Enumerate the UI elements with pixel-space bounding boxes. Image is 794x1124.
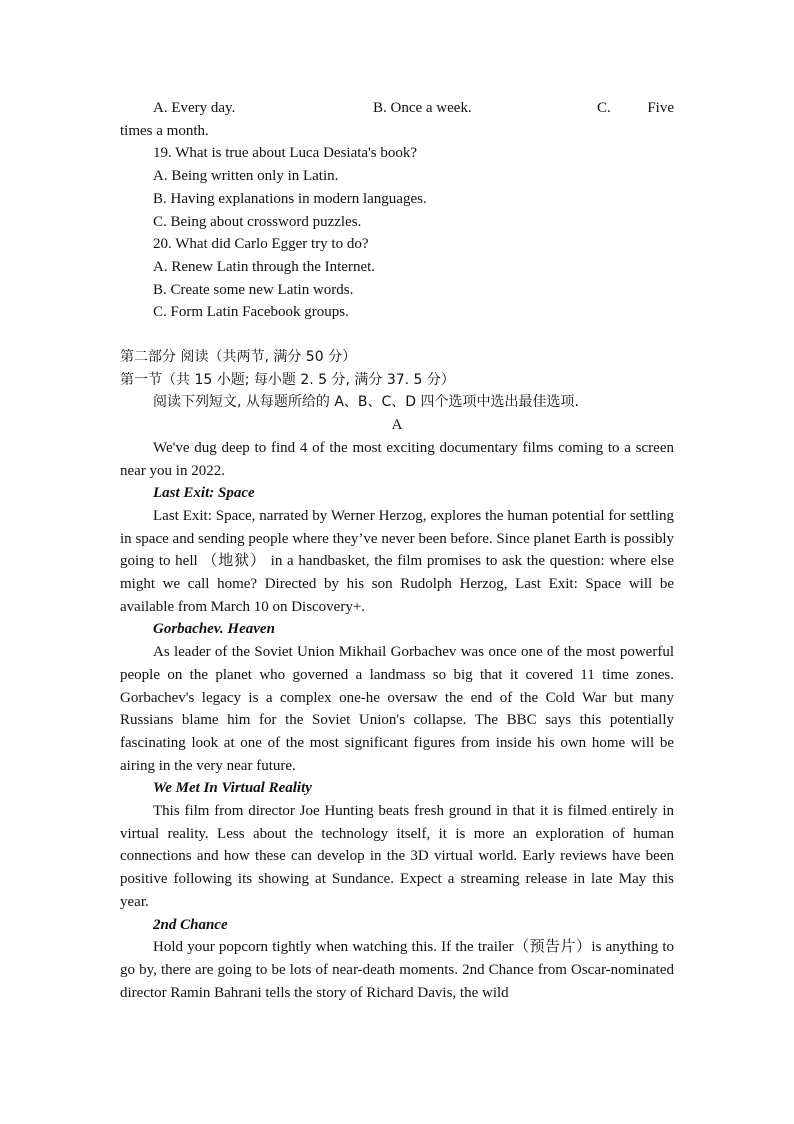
q18-option-b: B. Once a week.	[373, 100, 472, 116]
q18-options-row	[120, 97, 674, 120]
film-title-we-met-in-vr: We Met In Virtual Reality	[153, 780, 312, 797]
q20-question: 20. What did Carlo Egger try to do?	[153, 236, 369, 253]
q20-option-a: A. Renew Latin through the Internet.	[153, 258, 376, 275]
passage-intro: We've dug deep to find 4 of the most exciting documentary films coming to a screen near you in 2022.	[120, 439, 674, 479]
film-text-gorbachev-heaven: As leader of the Soviet Union Mikhail Gorbachev was once one of the most powerful people on the planet who governed a landmass so big that it covered 11 time zones. Gorbachev's legacy is a complex one-he oversaw the end of the Cold War but many Russians blame him for the Soviet Union's collapse. The BBC says this potentially fascinating look at one of the most significant figures from inside his own home will be airing in the very near future.	[120, 644, 674, 774]
section-title: 第一节（共 15 小题; 每小题 2. 5 分, 满分 37. 5 分）	[120, 371, 455, 388]
q18-option-a: A. Every day.	[153, 100, 236, 116]
exam-page	[120, 97, 674, 1004]
q18-option-c-word: Five	[647, 100, 674, 116]
q19-option-b: B. Having explanations in modern languages.	[153, 190, 427, 207]
q19-option-a: A. Being written only in Latin.	[153, 168, 339, 185]
q20-option-b: B. Create some new Latin words.	[153, 281, 354, 298]
instruction: 阅读下列短文, 从每题所给的 A、B、C、D 四个选项中选出最佳选项.	[153, 394, 579, 411]
q18-option-c-letter: C.	[597, 100, 611, 116]
section-gap	[120, 324, 674, 346]
q18-option-c-continuation: times a month.	[120, 122, 209, 139]
q19-question: 19. What is true about Luca Desiata's book?	[153, 145, 418, 162]
film-text-last-exit-space: Last Exit: Space, narrated by Werner Herzog, explores the human potential for settling in space and sending people where they’ve never been before. Since planet Earth is possibly going to hell （地狱） in a handbasket, the film promises to ask the question: where else might we call home? Directed by his son Rudolph Herzog, Last Exit: Space will be available from March 10 on Discovery+.	[120, 507, 674, 615]
film-text-2nd-chance: Hold your popcorn tightly when watching this. If the trailer（预告片）is anything to go by, there are going to be lots of near-death moments. 2nd Chance from Oscar-nominated director Ramin Bahrani tells the story of Richard Davis, the wild	[120, 939, 674, 1001]
passage-label: A	[391, 417, 403, 434]
film-title-gorbachev-heaven: Gorbachev. Heaven	[153, 621, 275, 638]
film-title-2nd-chance: 2nd Chance	[153, 916, 228, 933]
part-title: 第二部分 阅读（共两节, 满分 50 分）	[120, 349, 357, 366]
film-text-we-met-in-vr: This film from director Joe Hunting beats fresh ground in that it is filmed entirely in virtual reality. Less about the technology itself, it is more an exploration of human connections and how these can develop in the 3D virtual world. Early reviews have been positive following its showing at Sundance. Expect a streaming release in late May this year.	[120, 803, 674, 910]
film-title-last-exit-space: Last Exit: Space	[153, 485, 255, 502]
q20-option-c: C. Form Latin Facebook groups.	[153, 304, 349, 321]
q19-option-c: C. Being about crossword puzzles.	[153, 213, 362, 230]
